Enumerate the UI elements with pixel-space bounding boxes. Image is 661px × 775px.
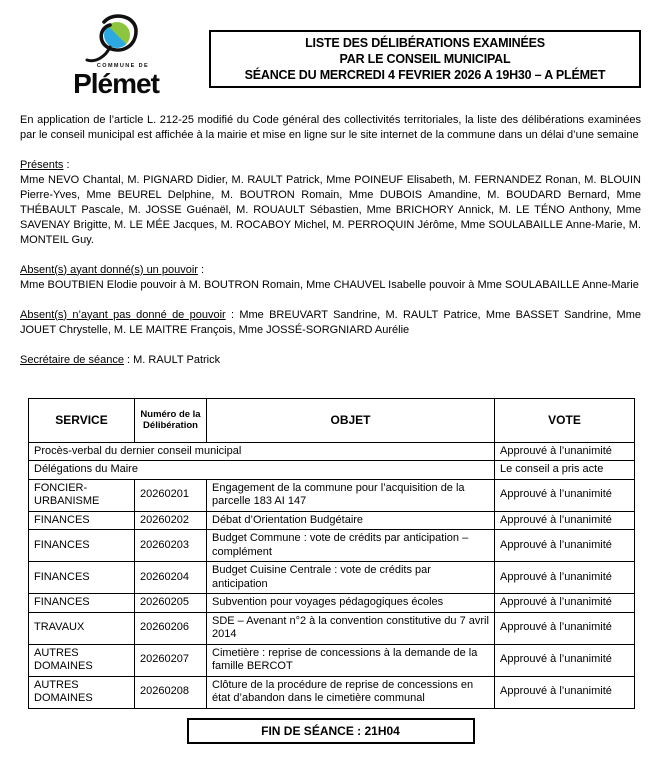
service-cell: FONCIER-URBANISME xyxy=(29,479,135,511)
absents-sans-pouvoir-colon: : xyxy=(225,308,240,321)
objet-cell: Budget Commune : vote de crédits par anticipation – complément xyxy=(207,530,495,562)
vote-cell: Approuvé à l’unanimité xyxy=(495,511,635,530)
table-row xyxy=(29,461,635,480)
objet-cell: Cimetière : reprise de concessions à la demande de la famille BERCOT xyxy=(207,644,495,676)
vote-cell: Approuvé à l’unanimité xyxy=(495,530,635,562)
objet-cell: SDE – Avenant n°2 à la convention constitutive du 7 avril 2014 xyxy=(207,612,495,644)
table-row xyxy=(29,530,635,562)
absents-pouvoir-heading xyxy=(20,263,641,278)
numero-cell: 20260206 xyxy=(135,612,207,644)
table-row xyxy=(29,676,635,708)
service-cell: FINANCES xyxy=(29,562,135,594)
service-cell: AUTRES DOMAINES xyxy=(29,676,135,708)
table-row xyxy=(29,442,635,461)
logo-commune-label: COMMUNE DE xyxy=(96,63,150,69)
vote-cell: Approuvé à l’unanimité xyxy=(495,612,635,644)
numero-cell: 20260202 xyxy=(135,511,207,530)
vote-cell: Approuvé à l’unanimité xyxy=(495,594,635,613)
service-cell: FINANCES xyxy=(29,594,135,613)
objet-cell: Clôture de la procédure de reprise de concessions en état d’abandon dans le cimetière communal xyxy=(207,676,495,708)
intro-paragraph: En application de l’article L. 212-25 modifié du Code général des collectivités territoriales, la liste des délibérations examinées par le conseil municipal est affichée à la mairie et mise en ligne sur le site internet de la commune dans un délai d’une semaine xyxy=(20,113,641,141)
document-header xyxy=(20,14,641,98)
commune-logo xyxy=(56,14,176,98)
presents-colon: : xyxy=(63,158,70,171)
service-cell: FINANCES xyxy=(29,511,135,530)
section-secretaire xyxy=(20,353,641,368)
header-service: SERVICE xyxy=(29,398,135,442)
title-line-2: PAR LE CONSEIL MUNICIPAL xyxy=(339,52,511,66)
presents-names: Mme NEVO Chantal, M. PIGNARD Didier, M. RAULT Patrick, Mme POINEUF Elisabeth, M. FERNANDEZ Ronan, M. BLOUIN Pierre-Yves, Mme BEUREL Delphine, M. BOUTRON Romain, Mme DUBOIS Amandine, M. BOUDARD Bernard, Mme THÉBAULT Pascale, M. JOSSE Guénaël, M. ROUAULT Sébastien, Mme BRICHORY Annick, M. LE TÉNO Anthony, Mme SAVENAY Brigitte, M. LE MÉE Jacques, M. ROCABOY Michel, M. PERROQUIN Jérôme, Mme SOULABAILLE Anne-Marie, M. MONTEIL Guy. xyxy=(20,173,641,246)
table-row xyxy=(29,562,635,594)
objet-cell: Débat d’Orientation Budgétaire xyxy=(207,511,495,530)
numero-cell: 20260204 xyxy=(135,562,207,594)
vote-cell: Approuvé à l’unanimité xyxy=(495,562,635,594)
table-row xyxy=(29,594,635,613)
vote-cell: Approuvé à l’unanimité xyxy=(495,676,635,708)
section-absents-sans-pouvoir xyxy=(20,308,641,338)
numero-cell: 20260205 xyxy=(135,594,207,613)
absents-sans-pouvoir-names: Mme BREUVART Sandrine, M. RAULT Patrice, Mme BASSET Sandrine, Mme JOUET Chrystelle, M. LE MAITRE François, Mme JOSSÉ-SORGNIARD Aurélie xyxy=(20,308,641,336)
logo-commune-name: Plémet xyxy=(73,67,159,99)
secretaire-label: Secrétaire de séance xyxy=(20,353,124,366)
presents-heading xyxy=(20,158,641,173)
absents-pouvoir-names: Mme BOUTBIEN Elodie pouvoir à M. BOUTRON Romain, Mme CHAUVEL Isabelle pouvoir à Mme SOULABAILLE Anne-Marie xyxy=(20,278,639,291)
numero-cell: 20260208 xyxy=(135,676,207,708)
vote-cell: Le conseil a pris acte xyxy=(495,461,635,480)
deliberations-table xyxy=(28,398,635,709)
absents-sans-pouvoir-label: Absent(s) n’ayant pas donné de pouvoir xyxy=(20,308,226,321)
presents-label: Présents xyxy=(20,158,64,171)
secretaire-colon: : xyxy=(123,353,134,366)
fin-seance-box: FIN DE SÉANCE : 21H04 xyxy=(187,718,475,744)
title-box xyxy=(209,30,641,88)
service-cell: AUTRES DOMAINES xyxy=(29,644,135,676)
title-line-1: LISTE DES DÉLIBÉRATIONS EXAMINÉES xyxy=(305,36,545,50)
numero-cell: 20260201 xyxy=(135,479,207,511)
section-absents-pouvoir xyxy=(20,263,641,293)
plemet-logo-icon xyxy=(83,14,149,66)
vote-cell: Approuvé à l’unanimité xyxy=(495,442,635,461)
table-row xyxy=(29,612,635,644)
absents-pouvoir-label: Absent(s) ayant donné(s) un pouvoir xyxy=(20,263,198,276)
objet-cell: Subvention pour voyages pédagogiques écoles xyxy=(207,594,495,613)
vote-cell: Approuvé à l’unanimité xyxy=(495,644,635,676)
numero-cell: 20260207 xyxy=(135,644,207,676)
vote-cell: Approuvé à l’unanimité xyxy=(495,479,635,511)
table-row xyxy=(29,511,635,530)
logo-swirl-tail xyxy=(87,47,110,61)
objet-cell: Budget Cuisine Centrale : vote de crédits par anticipation xyxy=(207,562,495,594)
header-numero: Numéro de la Délibération xyxy=(135,398,207,442)
table-row xyxy=(29,644,635,676)
service-cell: FINANCES xyxy=(29,530,135,562)
table-row xyxy=(29,479,635,511)
absents-pouvoir-colon: : xyxy=(197,263,205,276)
objet-cell: Délégations du Maire xyxy=(29,461,495,480)
objet-cell: Procès-verbal du dernier conseil municipal xyxy=(29,442,495,461)
service-cell: TRAVAUX xyxy=(29,612,135,644)
numero-cell: 20260203 xyxy=(135,530,207,562)
table-header-row xyxy=(29,398,635,442)
section-presents xyxy=(20,158,641,248)
secretaire-name: M. RAULT Patrick xyxy=(133,353,221,366)
header-vote: VOTE xyxy=(495,398,635,442)
header-objet: OBJET xyxy=(207,398,495,442)
title-line-3: SÉANCE DU MERCREDI 4 FEVRIER 2026 A 19H30 – A PLÉMET xyxy=(244,68,606,82)
objet-cell: Engagement de la commune pour l’acquisition de la parcelle 183 AI 147 xyxy=(207,479,495,511)
